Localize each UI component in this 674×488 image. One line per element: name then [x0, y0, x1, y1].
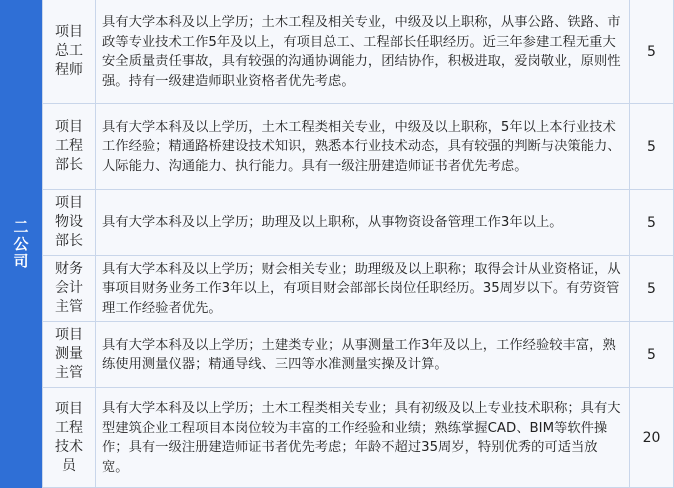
- requirements-text: 具有大学本科及以上学历；土木工程类相关专业；具有初级及以上专业技术职称；具有大型建筑企业工程项目本岗位较为丰富的工作经验和业绩；熟练掌握CAD、BIM等软件操作；具有一级注册建造师证书者优先考虑；年龄不超过35周岁，特别优秀的可适当放宽。: [102, 401, 621, 475]
- requirements-text: 具有大学本科及以上学历，土木工程类相关专业，中级及以上职称，5年以上本行业技术工作经验；精通路桥建设技术知识，熟悉本行业技术动态，具有较强的判断与决策能力、人际能力、沟通能力、执行能力。具有一级注册建造师证书者优先考虑。: [102, 119, 621, 174]
- requirements-text: 具有大学本科及以上学历；土建类专业；从事测量工作3年及以上，工作经验较丰富，熟练使用测量仪器；精通导线、三四等水准测量实操及计算。: [102, 337, 616, 372]
- requirements-cell: [96, 104, 630, 190]
- headcount-cell: [630, 190, 674, 256]
- headcount-value: 5: [647, 138, 656, 155]
- requirements-cell: [96, 388, 630, 488]
- headcount-cell: [630, 0, 674, 104]
- requirements-cell: [96, 0, 630, 104]
- headcount-value: 5: [647, 214, 656, 231]
- headcount-cell: [630, 104, 674, 190]
- position-cell: [43, 190, 96, 256]
- headcount-cell: [630, 388, 674, 488]
- position-cell: [43, 322, 96, 388]
- requirements-cell: [96, 322, 630, 388]
- position-name: 项目工程技术员: [55, 400, 83, 474]
- headcount-value: 20: [642, 429, 661, 446]
- position-cell: [43, 256, 96, 322]
- position-name: 项目测量主管: [55, 327, 83, 381]
- requirements-text: 具有大学本科及以上学历；助理及以上职称，从事物资设备管理工作3年以上。: [102, 215, 563, 231]
- position-name: 项目工程部长: [55, 119, 83, 173]
- position-name: 财务会计主管: [55, 261, 83, 315]
- requirements-cell: [96, 256, 630, 322]
- headcount-cell: [630, 322, 674, 388]
- requirements-cell: [96, 190, 630, 256]
- requirements-text: 具有大学本科及以上学历；财会相关专业；助理级及以上职称；取得会计从业资格证，从事项目财务业务工作3年以上，有项目财会部部长岗位任职经历。35周岁以下。有劳资管理工作经验者优先。: [102, 261, 621, 316]
- headcount-value: 5: [647, 43, 656, 60]
- position-name: 项目物设部长: [55, 195, 83, 249]
- position-cell: [43, 104, 96, 190]
- headcount-cell: [630, 256, 674, 322]
- position-cell: [43, 388, 96, 488]
- requirements-text: 具有大学本科及以上学历；土木工程及相关专业，中级及以上职称，从事公路、铁路、市政等专业技术工作5年及以上，有项目总工、工程部长任职经历。近三年参建工程无重大安全质量责任事故，具有较强的沟通协调能力，团结协作，积极进取，爱岗敬业，原则性强。持有一级建造师职业资格者优先考虑。: [102, 15, 621, 89]
- company-group-cell: [0, 0, 43, 488]
- position-name: 项目总工程师: [55, 24, 83, 78]
- position-cell: [43, 0, 96, 104]
- company-group-label: 二公司: [11, 218, 30, 270]
- headcount-value: 5: [647, 346, 656, 363]
- headcount-value: 5: [647, 280, 656, 297]
